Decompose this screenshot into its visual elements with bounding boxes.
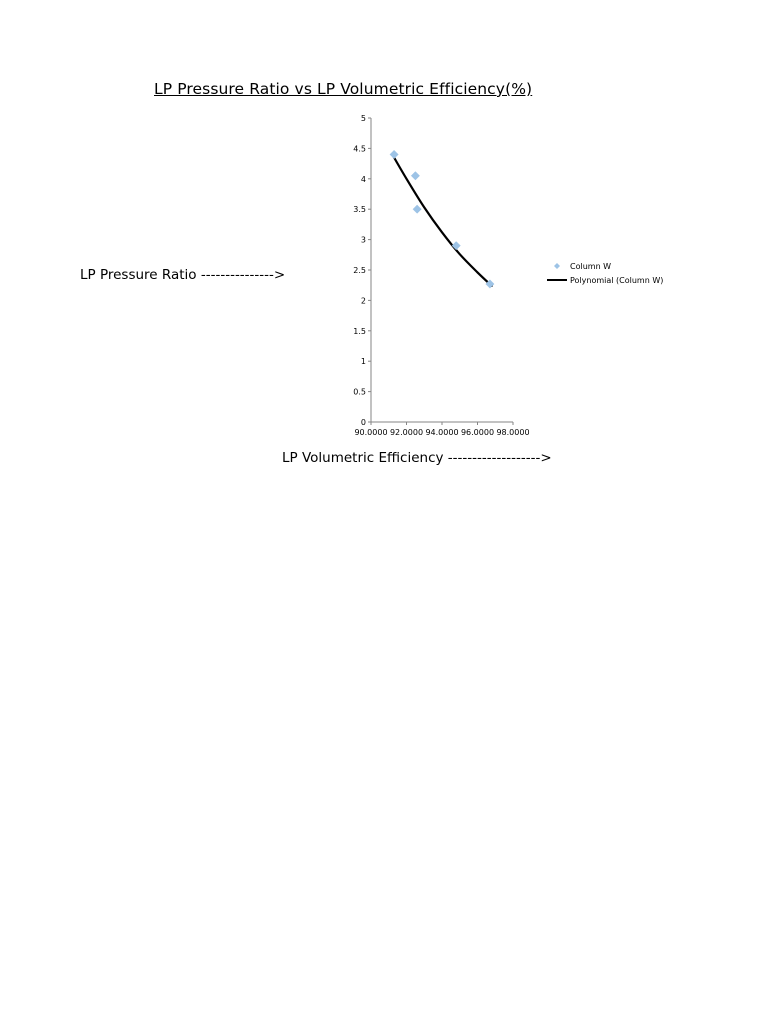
y-tick-label: 4 xyxy=(360,174,366,184)
y-tick-label: 0.5 xyxy=(353,387,366,397)
x-tick-label: 94.0000 xyxy=(425,428,459,437)
trendline-polynomial xyxy=(392,154,491,285)
y-tick-label: 3 xyxy=(360,235,366,245)
y-tick-label: 1.5 xyxy=(353,326,366,336)
data-point xyxy=(452,241,460,249)
y-tick-label: 0 xyxy=(360,418,366,427)
legend-label: Column W xyxy=(570,262,612,271)
y-tick-label: 2.5 xyxy=(353,266,366,275)
y-tick-label: 2 xyxy=(360,296,366,306)
legend-diamond-marker xyxy=(554,263,560,269)
data-point xyxy=(390,150,398,158)
data-point xyxy=(411,172,419,180)
x-axis-caption: LP Volumetric Efficiency -------------------> xyxy=(282,450,552,466)
data-points xyxy=(390,150,494,288)
axes xyxy=(368,118,513,425)
x-tick-label: 90.0000 xyxy=(354,428,388,437)
legend-label: Polynomial (Column W) xyxy=(570,276,664,285)
y-tick-label: 4.5 xyxy=(353,144,366,154)
x-tick-label: 98.0000 xyxy=(496,428,530,437)
y-tick-label: 3.5 xyxy=(353,205,366,215)
trendline-layer xyxy=(392,154,491,285)
y-tick-label: 1 xyxy=(360,357,366,367)
legend xyxy=(547,262,663,285)
y-axis-caption: LP Pressure Ratio ---------------> xyxy=(80,267,286,283)
chart-title: LP Pressure Ratio vs LP Volumetric Efficiency(%) xyxy=(154,80,533,98)
x-tick-label: 92.0000 xyxy=(389,428,424,437)
tick-labels xyxy=(353,114,529,437)
x-tick-label: 96.0000 xyxy=(460,428,495,437)
y-tick-label: 5 xyxy=(360,114,366,123)
data-point xyxy=(413,205,421,213)
